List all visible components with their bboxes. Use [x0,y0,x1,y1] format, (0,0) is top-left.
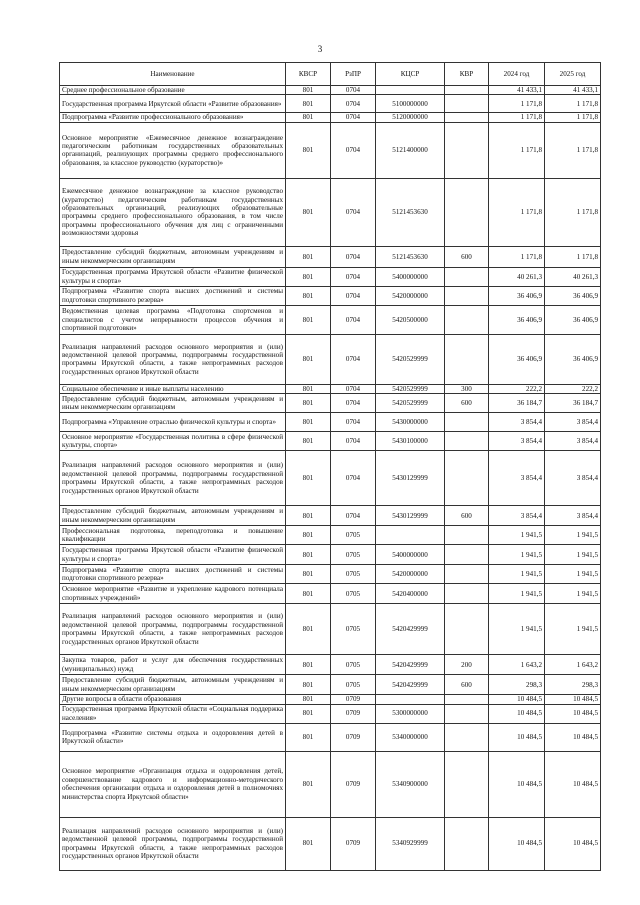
cell-kvsr: 801 [286,305,331,334]
cell-kvsr: 801 [286,817,331,870]
cell-kvr [445,267,489,286]
cell-rzpr: 0705 [331,604,376,655]
cell-2025: 1 171,8 [545,122,601,178]
cell-rzpr: 0704 [331,432,376,451]
cell-kvsr: 801 [286,86,331,95]
cell-kvsr: 801 [286,506,331,526]
cell-name: Среднее профессиональное образование [60,86,286,95]
header-2024: 2024 год [489,63,545,86]
cell-2025: 3 854,4 [545,413,601,432]
cell-rzpr: 0709 [331,723,376,751]
cell-kvsr: 801 [286,178,331,246]
cell-rzpr: 0704 [331,267,376,286]
table-row [60,723,601,751]
cell-rzpr: 0704 [331,95,376,113]
cell-2025: 1 171,8 [545,113,601,122]
cell-name: Ежемесячное денежное вознаграждение за классное руководство (кураторство) педагогическим работникам государственных образовательных организаций, реализующих образовательные программы среднего профессионального образования, в том числе программы профессионального обучения для лиц с ограниченными возможностями здоровья [60,178,286,246]
cell-kvr: 600 [445,506,489,526]
cell-2024: 222,2 [489,384,545,393]
cell-kvr: 600 [445,394,489,413]
cell-2024: 10 484,5 [489,751,545,817]
cell-2024: 10 484,5 [489,817,545,870]
cell-kvsr: 801 [286,384,331,393]
table-row [60,695,601,704]
cell-name: Подпрограмма «Развитие системы отдыха и оздоровления детей в Иркутской области» [60,723,286,751]
cell-2024: 3 854,4 [489,451,545,506]
cell-kvr: 300 [445,384,489,393]
cell-kvr [445,704,489,723]
cell-2025: 1 941,5 [545,584,601,604]
cell-kcsr [376,695,445,704]
cell-rzpr: 0704 [331,305,376,334]
cell-2025: 36 406,9 [545,286,601,305]
table-row [60,655,601,675]
cell-2024: 10 484,5 [489,695,545,704]
cell-kvr [445,95,489,113]
cell-rzpr: 0704 [331,334,376,384]
cell-2025: 10 484,5 [545,817,601,870]
cell-kcsr: 5430129999 [376,506,445,526]
cell-kcsr: 5400000000 [376,267,445,286]
cell-2024: 1 171,8 [489,178,545,246]
cell-name: Закупка товаров, работ и услуг для обеспечения государственных (муниципальных) нужд [60,655,286,675]
cell-kvsr: 801 [286,432,331,451]
header-kvsr: КВСР [286,63,331,86]
cell-kvr [445,432,489,451]
table-row [60,545,601,565]
cell-2025: 1 941,5 [545,604,601,655]
cell-2024: 1 941,5 [489,526,545,545]
cell-rzpr: 0704 [331,506,376,526]
cell-kcsr: 5420429999 [376,655,445,675]
table-row [60,817,601,870]
table-row [60,113,601,122]
cell-name: Государственная программа Иркутской области «Социальная поддержка населения» [60,704,286,723]
cell-kvr [445,122,489,178]
cell-rzpr: 0705 [331,526,376,545]
table-row [60,95,601,113]
cell-kvsr: 801 [286,604,331,655]
table-row [60,526,601,545]
cell-2025: 40 261,3 [545,267,601,286]
cell-kcsr: 5420429999 [376,675,445,695]
cell-name: Социальное обеспечение и иные выплаты населению [60,384,286,393]
cell-2025: 1 171,8 [545,178,601,246]
cell-2025: 1 941,5 [545,545,601,565]
cell-kvr [445,305,489,334]
table-row [60,565,601,584]
cell-rzpr: 0705 [331,675,376,695]
cell-2025: 3 854,4 [545,451,601,506]
cell-2024: 1 171,8 [489,113,545,122]
cell-2024: 1 941,5 [489,565,545,584]
cell-rzpr: 0704 [331,384,376,393]
table-row [60,286,601,305]
cell-2025: 1 171,8 [545,95,601,113]
cell-2025: 222,2 [545,384,601,393]
cell-2025: 1 941,5 [545,565,601,584]
table-row [60,506,601,526]
cell-name: Основное мероприятие «Государственная политика в сфере физической культуры, спорта» [60,432,286,451]
cell-2025: 3 854,4 [545,506,601,526]
table-row [60,432,601,451]
table-row [60,604,601,655]
cell-name: Другие вопросы в области образования [60,695,286,704]
cell-kvr [445,584,489,604]
header-2025: 2025 год [545,63,601,86]
cell-name: Подпрограмма «Развитие спорта высших достижений и системы подготовки спортивного резерва» [60,286,286,305]
header-rzpr: РзПР [331,63,376,86]
cell-rzpr: 0704 [331,246,376,267]
page-number: 3 [317,44,323,54]
budget-table [59,62,601,871]
table-body [60,86,601,871]
cell-name: Предоставление субсидий бюджетным, автономным учреждениям и иным некоммерческим организациям [60,394,286,413]
cell-2024: 3 854,4 [489,506,545,526]
cell-kcsr [376,86,445,95]
cell-kvr [445,526,489,545]
header-name: Наименование [60,63,286,86]
cell-kvr: 600 [445,246,489,267]
table-row [60,413,601,432]
table-row [60,451,601,506]
cell-kvr [445,413,489,432]
cell-name: Подпрограмма «Управление отраслью физической культуры и спорта» [60,413,286,432]
cell-kcsr: 5340900000 [376,751,445,817]
cell-kcsr: 5430000000 [376,413,445,432]
cell-kvsr: 801 [286,95,331,113]
table-row [60,334,601,384]
cell-name: Предоставление субсидий бюджетным, автономным учреждениям и иным некоммерческим организациям [60,506,286,526]
cell-kcsr: 5420529999 [376,334,445,384]
table-header-row [60,63,601,86]
cell-kcsr: 5430100000 [376,432,445,451]
cell-name: Основное мероприятие «Развитие и укрепление кадрового потенциала спортивных учреждений» [60,584,286,604]
cell-2025: 10 484,5 [545,704,601,723]
header-kvr: КВР [445,63,489,86]
cell-kvsr: 801 [286,584,331,604]
cell-rzpr: 0705 [331,565,376,584]
cell-rzpr: 0709 [331,817,376,870]
cell-kvsr: 801 [286,451,331,506]
cell-kcsr: 5340000000 [376,723,445,751]
cell-kvsr: 801 [286,751,331,817]
cell-kvr [445,565,489,584]
table-row [60,267,601,286]
cell-name: Предоставление субсидий бюджетным, автономным учреждениям и иным некоммерческим организациям [60,246,286,267]
cell-2025: 3 854,4 [545,432,601,451]
cell-kvr [445,451,489,506]
cell-rzpr: 0704 [331,286,376,305]
cell-rzpr: 0705 [331,655,376,675]
cell-rzpr: 0709 [331,751,376,817]
cell-kvr [445,334,489,384]
cell-2025: 10 484,5 [545,751,601,817]
cell-kvr [445,545,489,565]
cell-kvr [445,286,489,305]
table-row [60,86,601,95]
cell-kvr [445,113,489,122]
cell-kcsr: 5121453630 [376,246,445,267]
cell-kvsr: 801 [286,113,331,122]
cell-2025: 10 484,5 [545,723,601,751]
cell-2024: 1 171,8 [489,95,545,113]
cell-2025: 36 406,9 [545,305,601,334]
cell-rzpr: 0705 [331,545,376,565]
cell-2024: 298,3 [489,675,545,695]
cell-kvsr: 801 [286,723,331,751]
cell-2025: 41 433,1 [545,86,601,95]
header-kcsr: КЦСР [376,63,445,86]
cell-2024: 1 941,5 [489,584,545,604]
cell-2025: 1 941,5 [545,526,601,545]
table-row [60,178,601,246]
cell-rzpr: 0709 [331,704,376,723]
cell-rzpr: 0704 [331,413,376,432]
cell-kvr [445,817,489,870]
cell-2024: 40 261,3 [489,267,545,286]
cell-2025: 10 484,5 [545,695,601,704]
cell-rzpr: 0704 [331,86,376,95]
cell-2024: 36 406,9 [489,305,545,334]
cell-kvsr: 801 [286,286,331,305]
cell-kvr [445,604,489,655]
cell-kcsr: 5420000000 [376,565,445,584]
cell-kcsr: 5420400000 [376,584,445,604]
cell-kvsr: 801 [286,413,331,432]
cell-kcsr: 5430129999 [376,451,445,506]
cell-2025: 1 643,2 [545,655,601,675]
cell-kvsr: 801 [286,394,331,413]
cell-kvsr: 801 [286,704,331,723]
cell-kvr [445,723,489,751]
cell-name: Государственная программа Иркутской области «Развитие физической культуры и спорта» [60,545,286,565]
cell-2025: 36 406,9 [545,334,601,384]
cell-name: Реализация направлений расходов основного мероприятия и (или) ведомственной целевой программы, подпрограммы государственной программы Иркутской области, а также непрограммных расходов государственных органов Иркутской области [60,451,286,506]
table-row [60,584,601,604]
cell-2024: 1 171,8 [489,122,545,178]
table-row [60,384,601,393]
cell-kvsr: 801 [286,267,331,286]
cell-name: Основное мероприятие «Ежемесячное денежное вознаграждение педагогическим работникам государственных образовательных организаций, реализующих программы среднего профессионального образования, за классное руководство (кураторство)» [60,122,286,178]
cell-name: Государственная программа Иркутской области «Развитие физической культуры и спорта» [60,267,286,286]
table-row [60,751,601,817]
cell-kcsr: 5420529999 [376,384,445,393]
cell-2025: 36 184,7 [545,394,601,413]
table-row [60,675,601,695]
cell-kcsr [376,526,445,545]
cell-name: Реализация направлений расходов основного мероприятия и (или) ведомственной целевой программы, подпрограммы государственной программы Иркутской области, а также непрограммных расходов государственных органов Иркутской области [60,817,286,870]
cell-2025: 1 171,8 [545,246,601,267]
cell-name: Предоставление субсидий бюджетным, автономным учреждениям и иным некоммерческим организациям [60,675,286,695]
table-row [60,122,601,178]
cell-name: Основное мероприятие «Организация отдыха и оздоровления детей, совершенствование кадрового и информационно-методического обеспечения организации отдыха и оздоровления детей в полномочиях министерства спорта Иркутской области» [60,751,286,817]
cell-2024: 36 406,9 [489,334,545,384]
table-row [60,246,601,267]
cell-kcsr: 5420529999 [376,394,445,413]
cell-2024: 10 484,5 [489,723,545,751]
cell-kcsr: 5420500000 [376,305,445,334]
cell-kvsr: 801 [286,675,331,695]
cell-2024: 1 171,8 [489,246,545,267]
cell-kcsr: 5300000000 [376,704,445,723]
cell-2025: 298,3 [545,675,601,695]
cell-name: Подпрограмма «Развитие спорта высших достижений и системы подготовки спортивного резерва» [60,565,286,584]
cell-kcsr: 5121453630 [376,178,445,246]
cell-kvsr: 801 [286,334,331,384]
cell-kcsr: 5340929999 [376,817,445,870]
cell-kvr [445,751,489,817]
cell-rzpr: 0709 [331,695,376,704]
table-row [60,394,601,413]
cell-kcsr: 5420000000 [376,286,445,305]
cell-name: Реализация направлений расходов основного мероприятия и (или) ведомственной целевой программы, подпрограммы государственной программы Иркутской области, а также непрограммных расходов государственных органов Иркутской области [60,334,286,384]
cell-name: Профессиональная подготовка, переподготовка и повышение квалификации [60,526,286,545]
cell-kvsr: 801 [286,565,331,584]
cell-2024: 1 643,2 [489,655,545,675]
cell-2024: 3 854,4 [489,413,545,432]
cell-name: Подпрограмма «Развитие профессионального образования» [60,113,286,122]
cell-kcsr: 5400000000 [376,545,445,565]
cell-rzpr: 0704 [331,122,376,178]
cell-2024: 10 484,5 [489,704,545,723]
cell-rzpr: 0704 [331,394,376,413]
cell-2024: 1 941,5 [489,604,545,655]
cell-name: Реализация направлений расходов основного мероприятия и (или) ведомственной целевой программы, подпрограммы государственной программы Иркутской области, а также непрограммных расходов государственных органов Иркутской области [60,604,286,655]
table-row [60,704,601,723]
cell-kvr [445,86,489,95]
cell-rzpr: 0704 [331,178,376,246]
cell-2024: 36 184,7 [489,394,545,413]
cell-kvr [445,695,489,704]
cell-kvr: 200 [445,655,489,675]
cell-kvr [445,178,489,246]
cell-kcsr: 5100000000 [376,95,445,113]
cell-kcsr: 5120000000 [376,113,445,122]
cell-kvsr: 801 [286,122,331,178]
cell-kvsr: 801 [286,545,331,565]
cell-kvr: 600 [445,675,489,695]
cell-2024: 41 433,1 [489,86,545,95]
cell-kvsr: 801 [286,695,331,704]
cell-2024: 36 406,9 [489,286,545,305]
cell-kvsr: 801 [286,526,331,545]
cell-name: Ведомственная целевая программа «Подготовка спортсменов и специалистов с учетом непрерывности процессов обучения и спортивной подготовки» [60,305,286,334]
cell-kvsr: 801 [286,246,331,267]
cell-rzpr: 0704 [331,113,376,122]
cell-rzpr: 0704 [331,451,376,506]
table-row [60,305,601,334]
cell-kvsr: 801 [286,655,331,675]
cell-2024: 1 941,5 [489,545,545,565]
cell-kcsr: 5420429999 [376,604,445,655]
cell-name: Государственная программа Иркутской области «Развитие образования» [60,95,286,113]
cell-2024: 3 854,4 [489,432,545,451]
cell-kcsr: 5121400000 [376,122,445,178]
cell-rzpr: 0705 [331,584,376,604]
